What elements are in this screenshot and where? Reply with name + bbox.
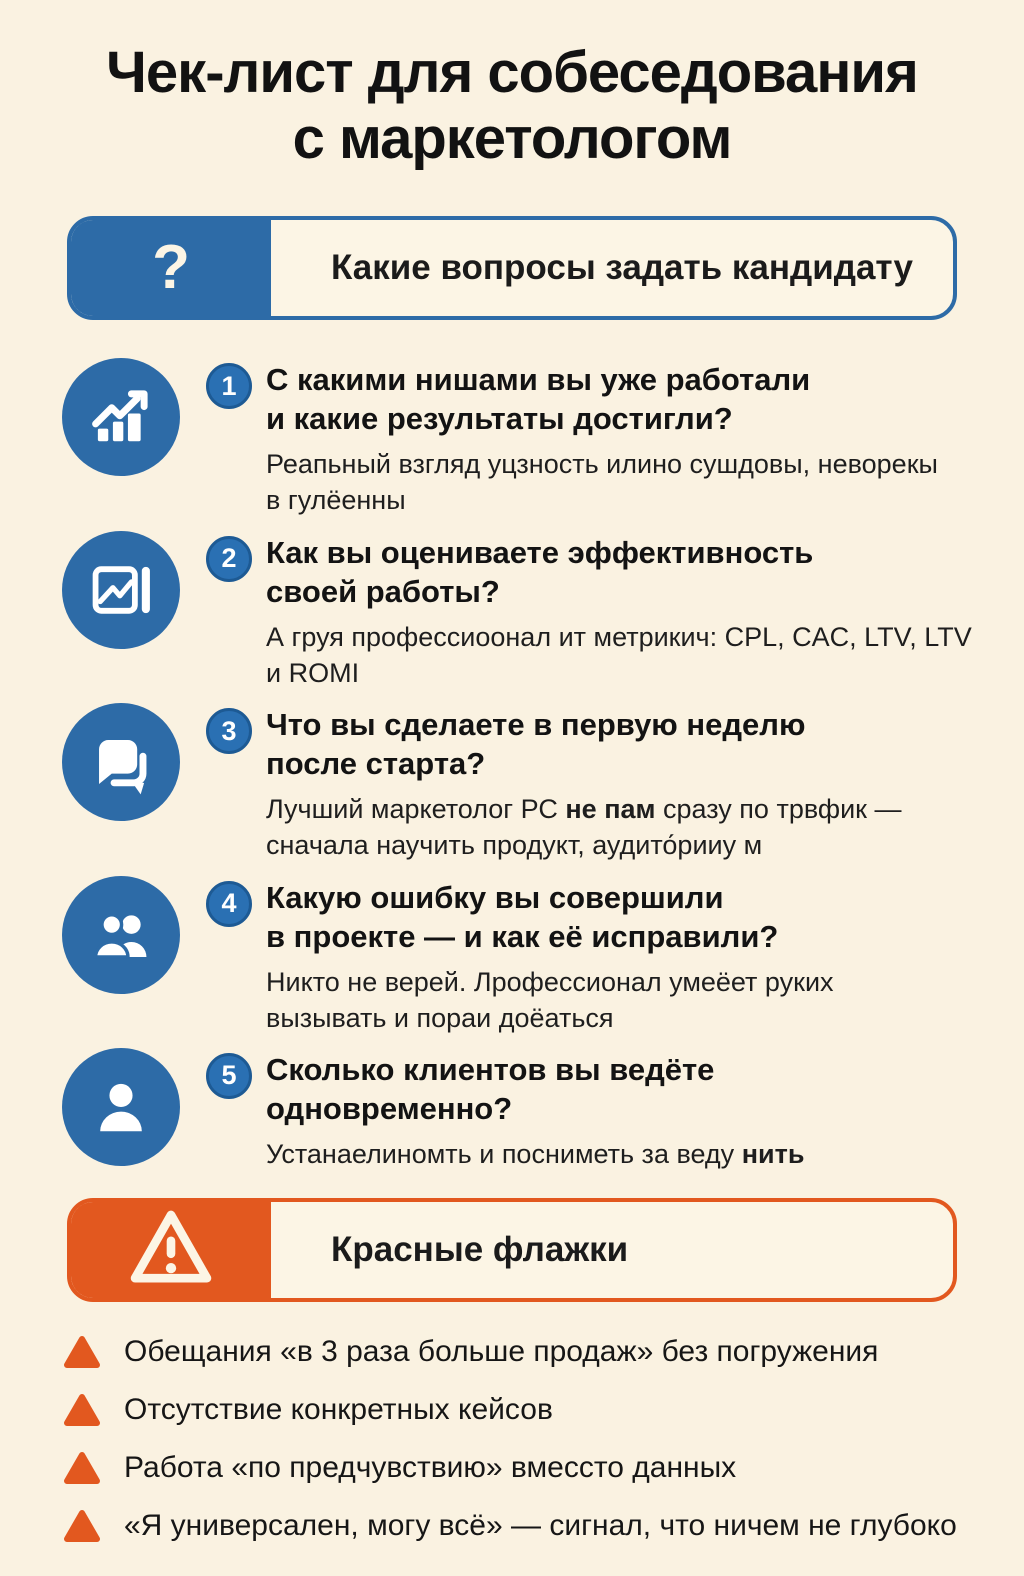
question-note: Никто не верей. Лрофессионал умеёет руких вызывать и пораи доёаться [266,966,834,1033]
orange-triangle-bullet-icon [62,1450,102,1486]
question-note: Устанаелиномть и посниметь за веду нить [266,1139,805,1170]
page-title [30,40,994,172]
red-flags-header-badge [71,1202,271,1298]
chat-bubbles-icon [62,703,180,821]
warning-triangle-icon [125,1202,217,1299]
orange-triangle-bullet-icon [62,1334,102,1370]
red-flag-item-2 [62,1390,1024,1430]
questions-list [62,358,1024,1172]
question-mark-icon: ? [152,233,190,303]
orange-triangle-bullet-icon [62,1508,102,1544]
question-number-badge: 3 [206,708,252,754]
question-item-4 [62,876,1024,1036]
questions-header-badge [71,220,271,316]
red-flag-text: Обещания «в 3 раза больше продаж» без погружения [124,1335,879,1369]
trend-up-chart-icon [62,358,180,476]
red-flag-item-1 [62,1332,1024,1372]
question-title: Как вы оцениваете эффективность своей работы? [266,534,814,609]
questions-header-label: Какие вопросы задать кандидату [331,248,913,288]
person-icon [62,1048,180,1166]
checklist-poster [0,40,1024,1576]
two-people-icon [62,876,180,994]
red-flag-item-3 [62,1448,1024,1488]
question-title: Что вы сделаете в первую неделю после старта? [266,707,806,782]
question-note: А груя профессиоонал ит метрикич: CPL, CAC, LTV, LTV и ROMI [266,621,972,688]
question-item-1 [62,358,1024,518]
question-item-2 [62,531,1024,691]
question-note: Реапьный взгляд уцзность илино сушдовы, неворекы в гулёенны [266,449,938,516]
question-title: С какими нишами вы уже работали и какие результаты достигли? [266,362,811,437]
red-flag-item-4 [62,1506,1024,1546]
orange-triangle-bullet-icon [62,1392,102,1428]
question-number-badge: 1 [206,363,252,409]
line-chart-frame-icon [62,531,180,649]
question-note: Лучший маркетолог РС не пам сразу по трвфик — сначала научить продукт, аудито́рииу м [266,794,902,861]
questions-section-header [67,216,957,320]
red-flags-list [62,1332,1024,1546]
question-number-badge: 5 [206,1053,252,1099]
page-title-line1: Чек-лист для собеседования [106,40,918,105]
question-number-badge: 4 [206,881,252,927]
question-title: Какую ошибку вы совершили в проекте — и как её исправили? [266,879,779,954]
question-title: Сколько клиентов вы ведёте одновременно? [266,1051,715,1127]
question-item-5 [62,1048,1024,1172]
question-item-3 [62,703,1024,863]
question-number-badge: 2 [206,536,252,582]
page-title-line2: с маркетологом [292,106,732,172]
red-flags-section-header [67,1198,957,1302]
red-flag-text: «Я универсален, могу всё» — сигнал, что ничем не глубоко [124,1509,957,1543]
red-flag-text: Работа «по предчувствию» вмессто данных [124,1451,737,1485]
red-flags-header-label: Красные флажки [331,1230,629,1270]
red-flag-text: Отсутствие конкретных кейсов [124,1393,553,1427]
